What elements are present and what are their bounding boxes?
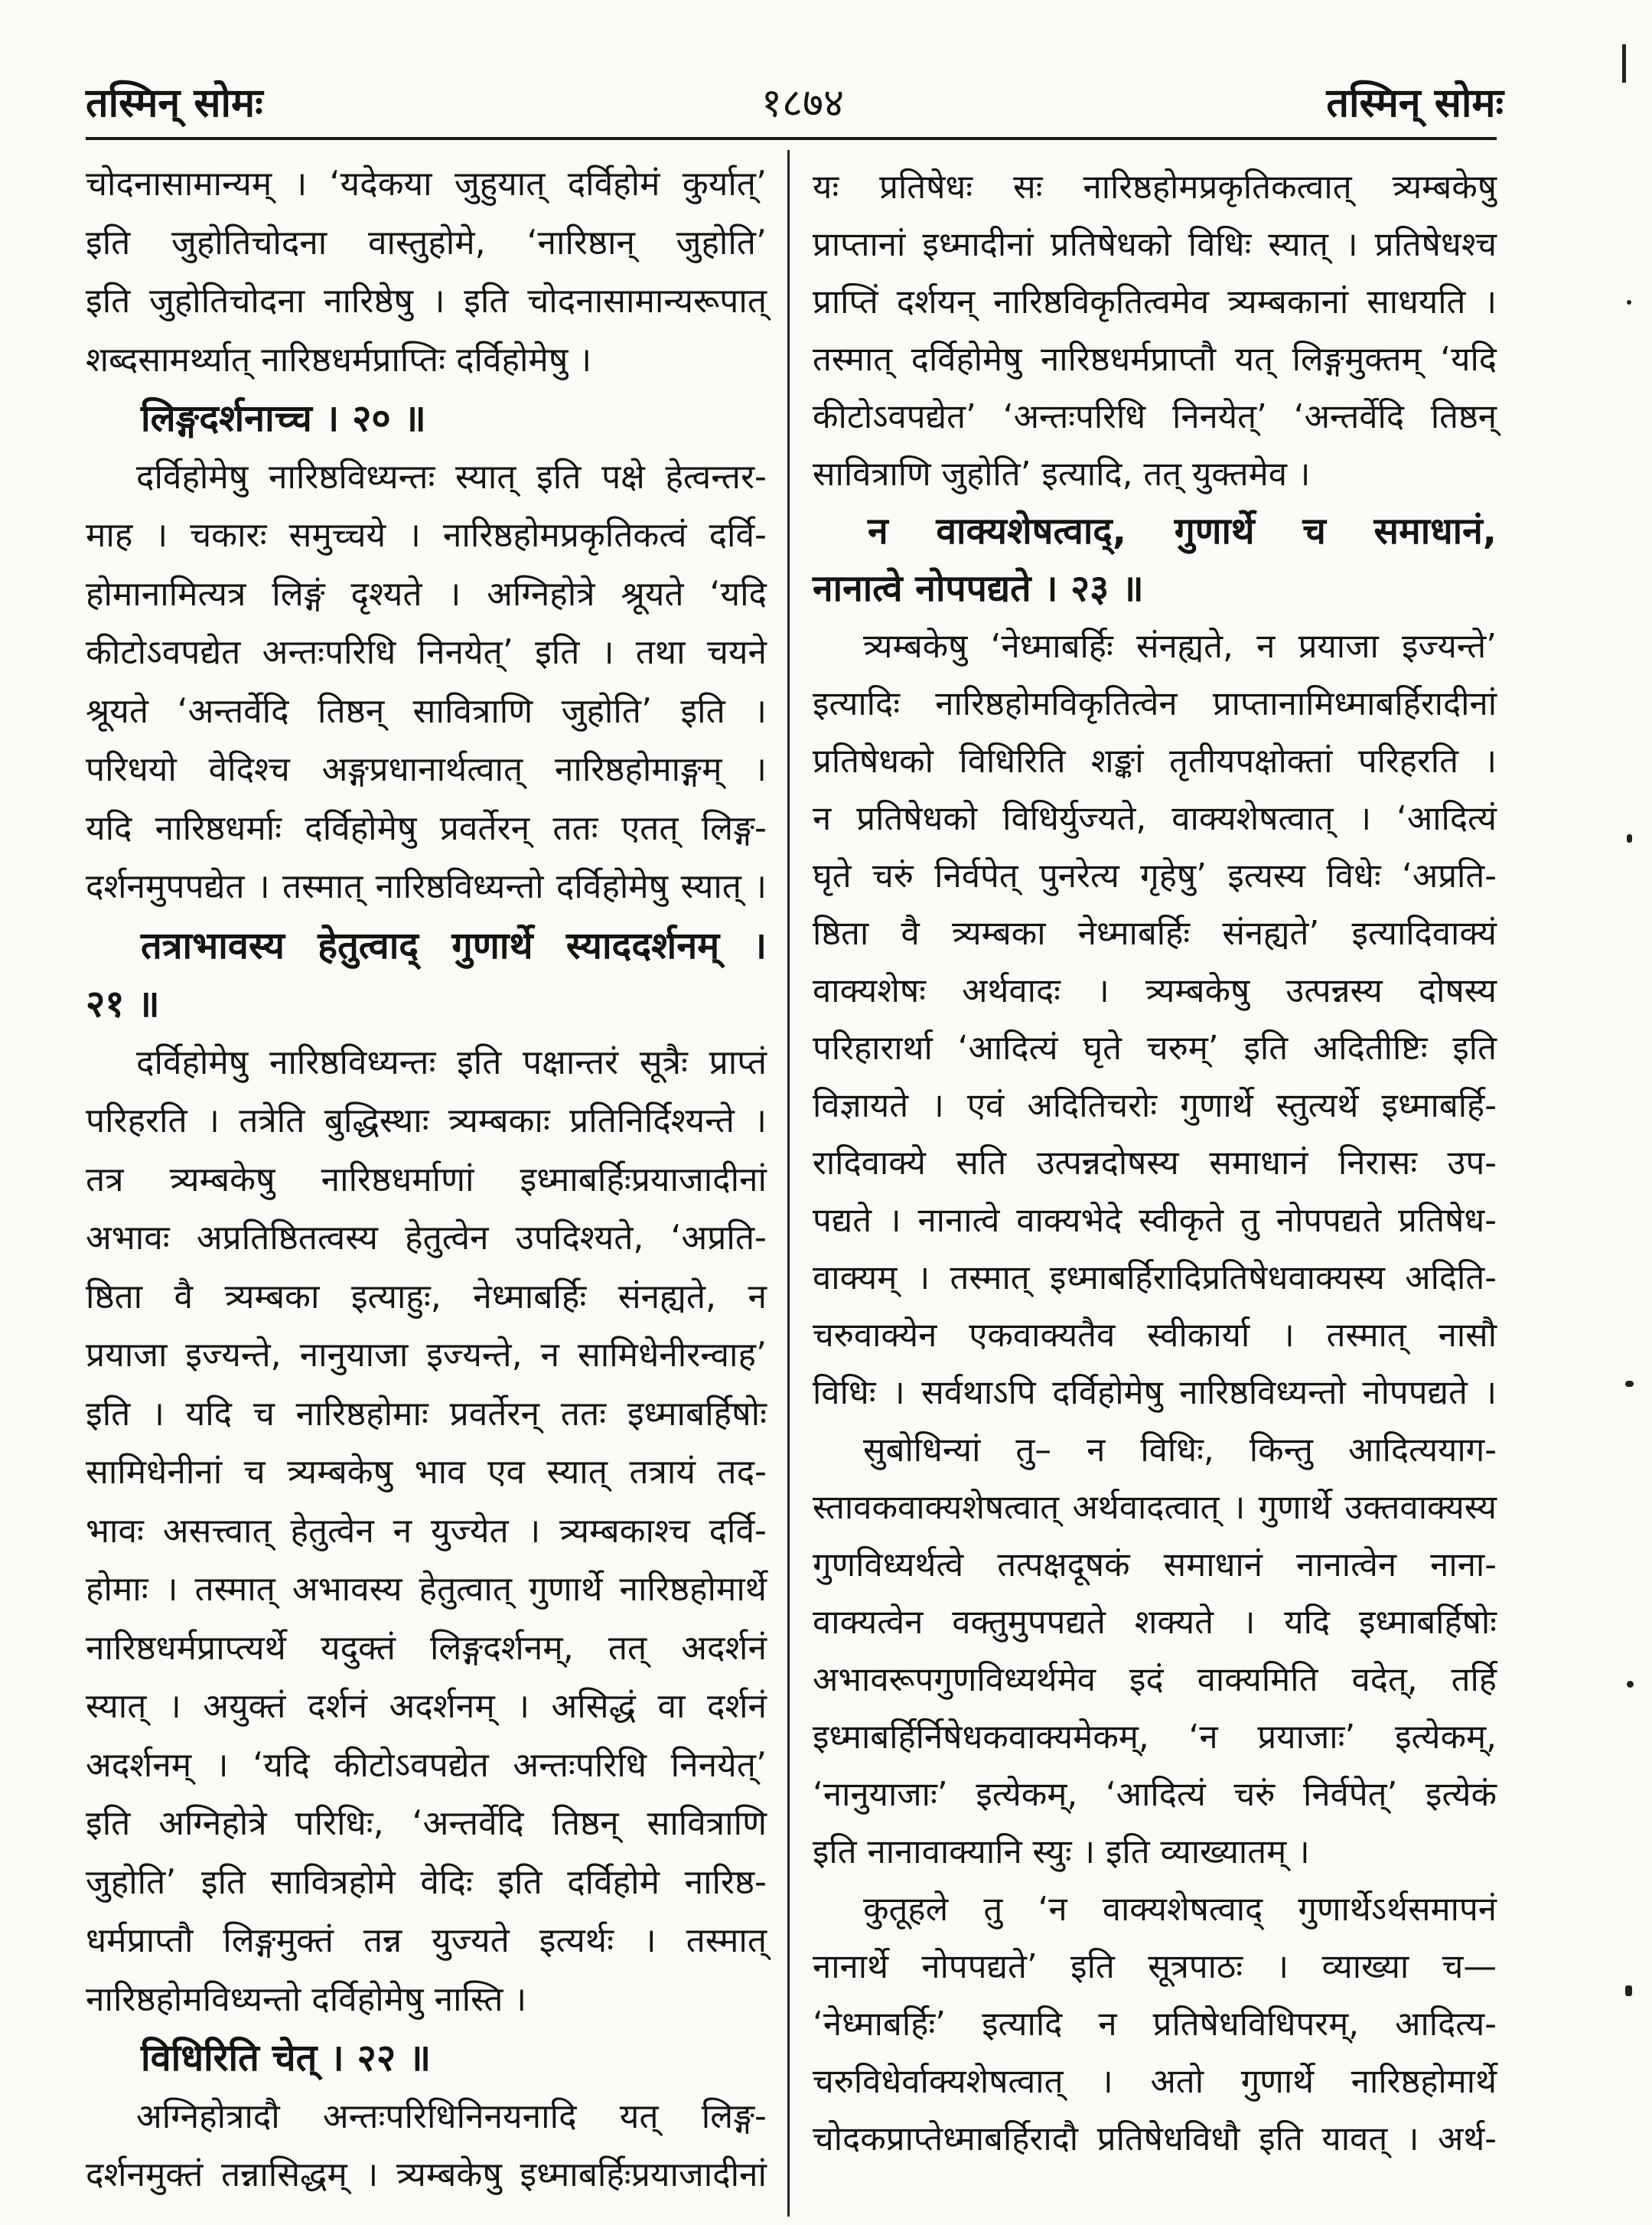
text-line: इध्माबर्हिर्निषेधकवाक्यमेकम्, ‘न प्रयाजाः’ इत्येकम्,: [813, 1718, 1497, 1757]
text-line: त्र्यम्बकेषु ‘नेध्माबर्हिः संनह्यते, न प्रयाजा इज्यन्ते’: [863, 627, 1497, 666]
sutra-heading: [813, 503, 1497, 618]
text-line: नारिष्ठहोमविध्यन्तो दर्विहोमेषु नास्ति ।: [86, 1979, 527, 2019]
text-line: ष्ठिता वै त्र्यम्बका नेध्माबर्हिः संनह्यते’ इत्यादिवाक्यं: [813, 914, 1497, 953]
text-line: श्रूयते ‘अन्तर्वेदि तिष्ठन् सावित्राणि जुहोति’ इति ।: [86, 691, 767, 731]
text-line: यः प्रतिषेधः सः नारिष्ठहोमप्रकृतिकत्वात् त्र्यम्बकेषु: [813, 168, 1497, 207]
margin-speck: [1627, 300, 1631, 305]
text-line: चोदकप्राप्तेध्माबर्हिरादौ प्रतिषेधविधौ इति यावत् । अर्थ-: [813, 2119, 1497, 2158]
text-line: प्रयाजा इज्यन्ते, नानुयाजा इज्यन्ते, न सामिधेनीरन्वाह’: [86, 1336, 767, 1375]
sutra-line: लिङ्गदर्शनाच्च । २० ॥: [141, 397, 426, 440]
text-line: स्यात् । अयुक्तं दर्शनं अदर्शनम् । असिद्धं वा दर्शनं: [86, 1687, 767, 1726]
margin-speck: [1622, 44, 1626, 83]
text-line: धर्मप्राप्तौ लिङ्गमुक्तं तन्न युज्यते इत्यर्थः । तस्मात्: [86, 1921, 767, 1960]
margin-speck: [1627, 834, 1632, 843]
text-line: प्रतिषेधको विधिरिति शङ्कां तृतीयपक्षोक्तां परिहरति ।: [813, 742, 1497, 781]
text-line: इति नानावाक्यानि स्युः । इति व्याख्यातम् ।: [813, 1832, 1310, 1871]
sutra-line: २१ ॥: [86, 983, 160, 1026]
text-line: परिधयो वेदिश्च अङ्गप्रधानार्थत्वात् नारिष्ठहोमाङ्गम् ।: [86, 750, 767, 789]
text-line: रादिवाक्ये सति उत्पन्नदोषस्य समाधानं निरासः उप-: [813, 1143, 1497, 1183]
text-line: इति जुहोतिचोदना नारिष्ठेषु । इति चोदनासामान्यरूपात्: [86, 282, 767, 321]
text-line: जुहोति’ इति सावित्रहोमे वेदिः इति दर्विहोमे नारिष्ठ-: [86, 1862, 767, 1902]
page-number: १८७४: [761, 80, 845, 126]
text-line: अदर्शनम् । ‘यदि कीटोऽवपद्येत अन्तःपरिधि निनयेत्’: [86, 1745, 767, 1785]
text-line: चोदनासामान्यम् । ‘यदेकया जुहुयात् दर्विहोमं कुर्यात्’: [86, 165, 767, 204]
margin-speck: [1625, 1381, 1634, 1387]
text-line: कीटोऽवपद्येत अन्तःपरिधि निनयेत्’ इति । तथा चयने: [86, 633, 767, 672]
text-line: इत्यादिः नारिष्ठहोमविकृतित्वेन प्राप्तानामिध्माबर्हिरादीनां: [813, 684, 1497, 723]
text-line: यदि नारिष्ठधर्माः दर्विहोमेषु प्रवर्तेरन् ततः एतत् लिङ्ग-: [86, 808, 767, 848]
text-line: इति अग्निहोत्रे परिधिः, ‘अन्तर्वेदि तिष्ठन् सावित्राणि: [86, 1804, 767, 1843]
sutra-line: नानात्वे नोपपद्यते । २३ ॥: [813, 567, 1144, 610]
text-line: शब्दसामर्थ्यात् नारिष्ठधर्मप्राप्तिः दर्विहोमेषु ।: [86, 340, 592, 380]
text-line: ‘नानुयाजाः’ इत्येकम्, ‘आदित्यं चरुं निर्वपेत्’ इत्येकं: [813, 1775, 1497, 1814]
right-column: [813, 158, 1497, 2168]
commentary-paragraph: [86, 155, 767, 390]
text-line: स्तावकवाक्यशेषत्वात् अर्थवादत्वात् । गुणार्थे उक्तवाक्यस्य: [813, 1488, 1497, 1527]
sutra-heading: [86, 2029, 767, 2088]
text-line: होमानामित्यत्र लिङ्गं दृश्यते । अग्निहोत्रे श्रूयते ‘यदि: [86, 574, 767, 614]
margin-speck: [1627, 1681, 1634, 1688]
commentary-paragraph: [86, 2088, 767, 2205]
text-line: भावः असत्त्वात् हेतुत्वेन न युज्येत । त्र्यम्बकाश्च दर्वि-: [86, 1511, 767, 1551]
commentary-paragraph: [86, 449, 767, 917]
text-line: माह । चकारः समुच्चये । नारिष्ठहोमप्रकृतिकत्वं दर्वि-: [86, 516, 767, 555]
sutra-line: तत्राभावस्य हेतुत्वाद् गुणार्थे स्याददर्शनम् ।: [141, 924, 767, 967]
column-divider: [787, 150, 790, 2217]
text-line: कुतूहले तु ‘न वाक्यशेषत्वाद् गुणार्थेऽर्थसमापनं: [863, 1890, 1497, 1929]
commentary-paragraph: [813, 158, 1497, 503]
text-line: घृते चरुं निर्वपेत् पुनरेत्य गृहेषु’ इत्यस्य विधेः ‘अप्रति-: [813, 856, 1497, 896]
text-line: न प्रतिषेधको विधिर्युज्यते, वाक्यशेषत्वात् । ‘आदित्यं: [813, 799, 1497, 838]
text-line: इति । यदि च नारिष्ठहोमाः प्रवर्तेरन् ततः इध्माबर्हिषोः: [86, 1394, 767, 1434]
text-line: सुबोधिन्यां तु– न विधिः, किन्तु आदित्ययाग-: [863, 1431, 1497, 1470]
text-line: तत्र त्र्यम्बकेषु नारिष्ठधर्माणां इध्माबर्हिःप्रयाजादीनां: [86, 1160, 767, 1199]
commentary-paragraph: [813, 1421, 1497, 1881]
text-line: तस्मात् दर्विहोमेषु नारिष्ठधर्मप्राप्तौ यत् लिङ्गमुक्तम् ‘यदि: [813, 340, 1497, 379]
text-line: चरुवाक्येन एकवाक्यतैव स्वीकार्या । तस्मात् नासौ: [813, 1316, 1497, 1355]
text-line: विधिः । सर्वथाऽपि दर्विहोमेषु नारिष्ठविध्यन्तो नोपपद्यते ।: [813, 1373, 1497, 1412]
sutra-line: न वाक्यशेषत्वाद्, गुणार्थे च समाधानं,: [868, 510, 1497, 553]
text-line: दर्विहोमेषु नारिष्ठविध्यन्तः इति पक्षान्तरं सूत्रैः प्राप्तं: [136, 1042, 767, 1082]
text-line: सामिधेनीनां च त्र्यम्बकेषु भाव एव स्यात् तत्रायं तद-: [86, 1453, 767, 1492]
text-line: दर्शनमुक्तं तन्नासिद्धम् । त्र्यम्बकेषु इध्माबर्हिःप्रयाजादीनां: [86, 2155, 767, 2194]
text-line: ष्ठिता वै त्र्यम्बका इत्याहुः, नेध्माबर्हिः संनह्यते, न: [86, 1277, 767, 1316]
running-title-right: तस्मिन् सोमः: [1326, 80, 1504, 126]
text-line: वाक्यशेषः अर्थवादः । त्र्यम्बकेषु उत्पन्नस्य दोषस्य: [813, 971, 1497, 1010]
sutra-line: विधिरिति चेत् । २२ ॥: [141, 2037, 432, 2080]
text-line: गुणविध्यर्थत्वे तत्पक्षदूषकं समाधानं नानात्वेन नाना-: [813, 1545, 1497, 1584]
text-line: दर्शनमुपपद्येत । तस्मात् नारिष्ठविध्यन्तो दर्विहोमेषु स्यात् ।: [86, 867, 767, 906]
text-line: चरुविधेर्वाक्यशेषत्वात् । अतो गुणार्थे नारिष्ठहोमार्थे: [813, 2062, 1497, 2101]
text-line: ‘नेध्माबर्हिः’ इत्यादि न प्रतिषेधविधिपरम्, आदित्य-: [813, 2005, 1497, 2044]
text-line: अभावः अप्रतिष्ठितत्वस्य हेतुत्वेन उपदिश्यते, ‘अप्रति-: [86, 1219, 767, 1258]
text-line: नारिष्ठधर्मप्राप्त्यर्थे यदुक्तं लिङ्गदर्शनम्, तत् अदर्शनं: [86, 1628, 767, 1668]
sutra-heading: [86, 390, 767, 449]
text-line: परिहरति । तत्रेति बुद्धिस्थाः त्र्यम्बकाः प्रतिनिर्दिश्यन्ते ।: [86, 1101, 767, 1140]
text-line: होमाः । तस्मात् अभावस्य हेतुत्वात् गुणार्थे नारिष्ठहोमार्थे: [86, 1570, 767, 1609]
text-line: प्राप्तानां इध्मादीनां प्रतिषेधको विधिः स्यात् । प्रतिषेधश्च: [813, 225, 1497, 264]
running-title-left: तस्मिन् सोमः: [86, 80, 263, 126]
text-line: अग्निहोत्रादौ अन्तःपरिधिनिनयनादि यत् लिङ्ग-: [136, 2096, 767, 2136]
text-line: दर्विहोमेषु नारिष्ठविध्यन्तः स्यात् इति पक्षे हेत्वन्तर-: [136, 457, 767, 497]
text-line: कीटोऽवपद्येत’ ‘अन्तःपरिधि निनयेत्’ ‘अन्तर्वेदि तिष्ठन्: [813, 397, 1497, 436]
sutra-heading: [86, 917, 767, 1034]
margin-speck: [1625, 1985, 1632, 1996]
text-line: नानार्थे नोपपद्यते’ इति सूत्रपाठः । व्याख्या च—: [813, 1947, 1497, 1986]
text-line: पद्यते । नानात्वे वाक्यभेदे स्वीकृते तु नोपपद्यते प्रतिषेध-: [813, 1201, 1497, 1240]
text-line: परिहारार्था ‘आदित्यं घृते चरुम्’ इति अदितीष्टिः इति: [813, 1029, 1497, 1068]
text-line: इति जुहोतिचोदना वास्तुहोमे, ‘नारिष्ठान् जुहोति’: [86, 223, 767, 263]
text-line: वाक्यत्वेन वक्तुमुपपद्यते शक्यते । यदि इध्माबर्हिषोः: [813, 1603, 1497, 1642]
left-column: [86, 155, 767, 2205]
commentary-paragraph: [813, 618, 1497, 1421]
commentary-paragraph: [86, 1034, 767, 2030]
header-rule: [86, 137, 1497, 140]
text-line: वाक्यम् । तस्मात् इध्माबर्हिरादिप्रतिषेधवाक्यस्य अदिति-: [813, 1258, 1497, 1297]
text-line: सावित्राणि जुहोति’ इत्यादि, तत् युक्तमेव ।: [813, 455, 1311, 494]
commentary-paragraph: [813, 1881, 1497, 2168]
text-line: प्राप्तिं दर्शयन् नारिष्ठविकृतित्वमेव त्र्यम्बकानां साधयति ।: [813, 282, 1497, 321]
text-line: विज्ञायते । एवं अदितिचरोः गुणार्थे स्तुत्यर्थे इध्माबर्हि-: [813, 1086, 1497, 1125]
text-line: अभावरूपगुणविध्यर्थमेव इदं वाक्यमिति वदेत्, तर्हि: [813, 1660, 1497, 1699]
